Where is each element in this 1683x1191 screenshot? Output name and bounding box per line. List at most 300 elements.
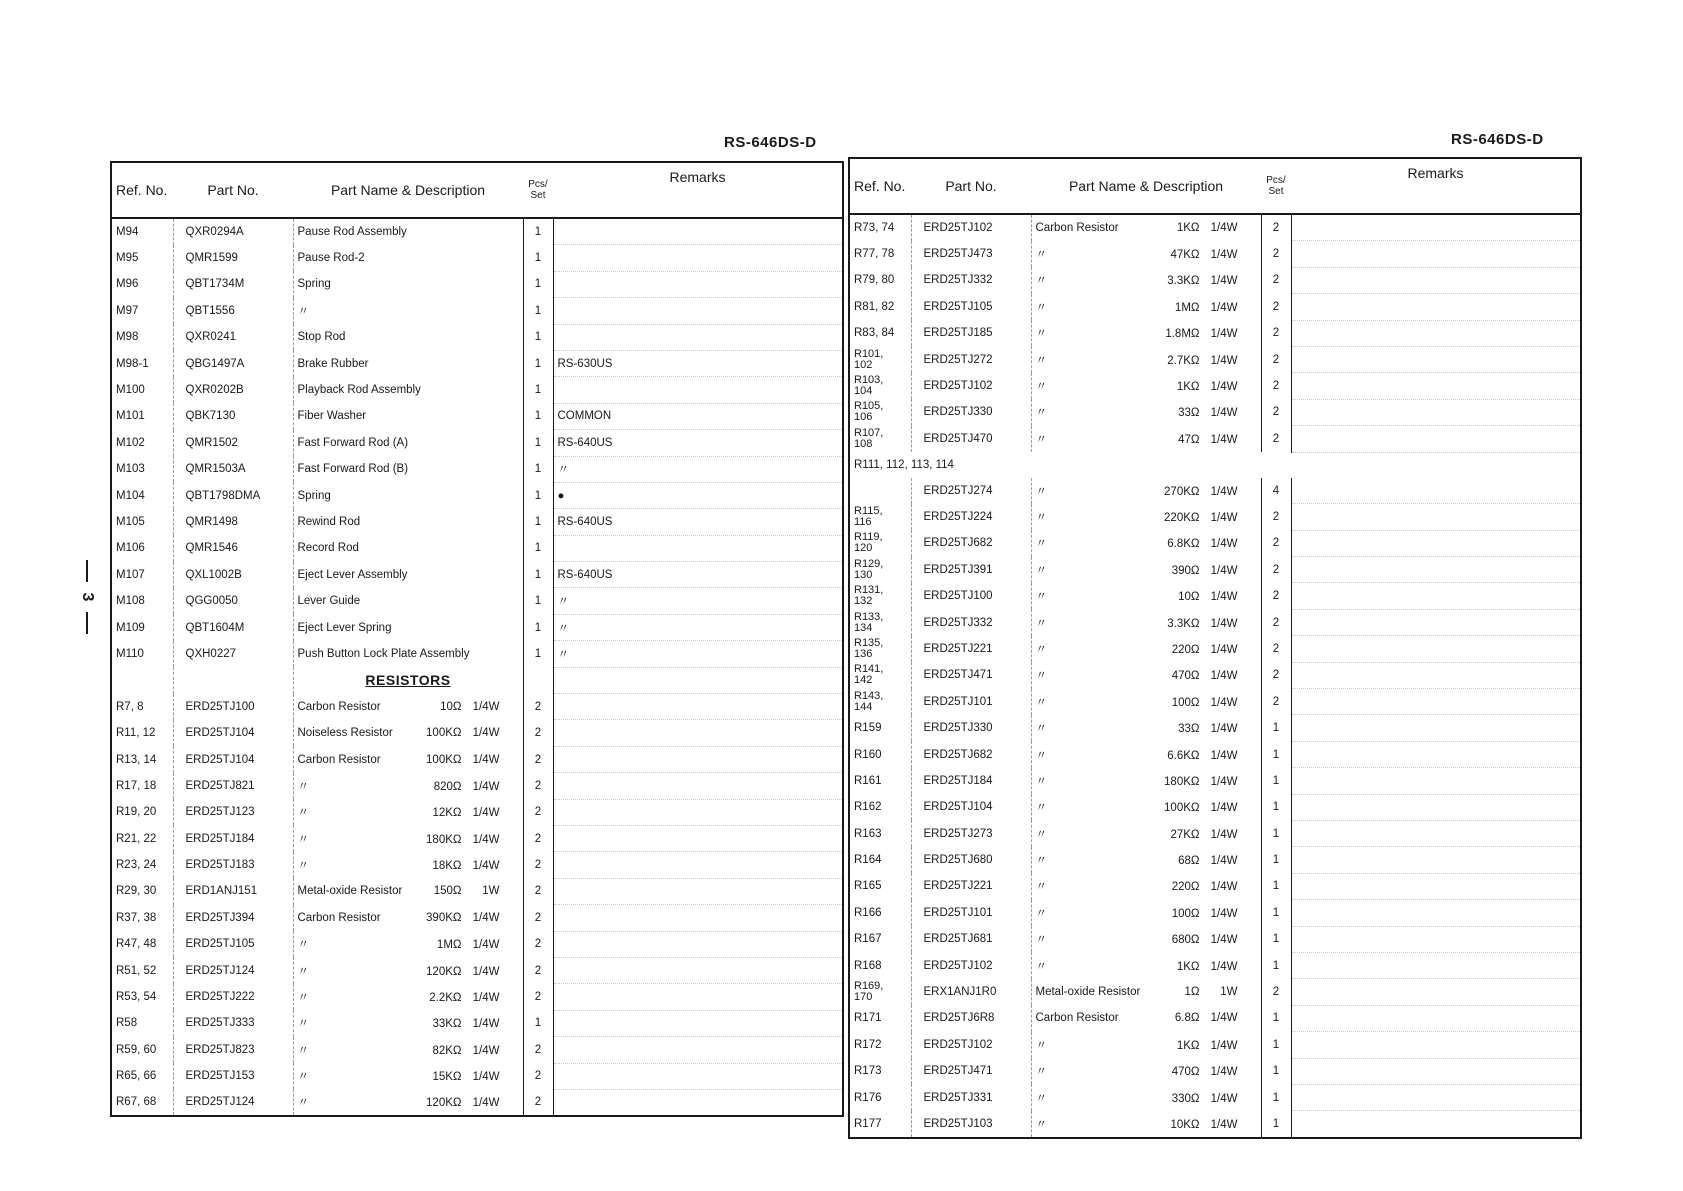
part-name-cell <box>1031 979 1261 1005</box>
resistance-value: 180KΩ <box>1164 775 1200 788</box>
remarks-cell <box>553 298 843 324</box>
ref-line-2: 170 <box>854 991 873 1004</box>
resistance-value: 220Ω <box>1171 881 1200 894</box>
right-table-body <box>849 214 1581 1138</box>
page-number <box>72 560 102 634</box>
pcs-cell: 1 <box>523 298 553 324</box>
section-heading: RESISTORS <box>293 667 523 693</box>
part-no-cell: ERD25TJ273 <box>911 820 1031 846</box>
pcs-cell: 1 <box>523 218 553 245</box>
part-name: 〃 <box>1035 381 1047 394</box>
pcs-cell: 2 <box>523 1037 553 1063</box>
resistance-value: 47Ω <box>1178 433 1200 446</box>
ref-cell: M98 <box>111 324 173 350</box>
page-number-text: 3 <box>79 592 96 602</box>
pcs-cell: 1 <box>1261 1032 1291 1058</box>
part-name: 〃 <box>1035 643 1047 656</box>
part-name: 〃 <box>1035 1039 1047 1052</box>
part-name: 〃 <box>1035 1118 1047 1131</box>
pcs-cell: 2 <box>523 1063 553 1089</box>
part-name-cell <box>293 403 523 429</box>
remarks-cell <box>1291 900 1581 926</box>
part-name: 〃 <box>297 1071 309 1084</box>
remarks-cell <box>1291 741 1581 767</box>
part-no-cell: ERD25TJ124 <box>173 1089 293 1116</box>
remarks-cell <box>553 667 843 693</box>
table-row <box>849 294 1581 320</box>
part-name: Record Rod <box>297 542 359 555</box>
ref-cell: R160 <box>849 741 911 767</box>
table-row <box>849 583 1581 609</box>
ref-cell: M110 <box>111 641 173 667</box>
remarks-cell <box>1291 873 1581 899</box>
pcs-cell: 2 <box>1261 346 1291 372</box>
part-no-cell: QXL1002B <box>173 562 293 588</box>
resistance-value: 33Ω <box>1178 723 1200 736</box>
part-no-cell: ERD25TJ680 <box>911 847 1031 873</box>
part-name-cell <box>1031 320 1261 346</box>
remarks-cell <box>1291 636 1581 662</box>
table-row <box>849 1058 1581 1084</box>
pcs-cell: 2 <box>523 931 553 957</box>
set-label: Set <box>1268 186 1284 197</box>
part-name: 〃 <box>1035 433 1047 446</box>
part-no-cell: ERD25TJ330 <box>911 399 1031 425</box>
ref-cell: R67, 68 <box>111 1089 173 1116</box>
remarks-cell <box>1291 583 1581 609</box>
table-row <box>849 399 1581 425</box>
power-rating: 1/4W <box>1210 381 1238 394</box>
pcs-cell: 1 <box>1261 741 1291 767</box>
pcs-cell: 1 <box>1261 873 1291 899</box>
table-row <box>111 825 843 851</box>
table-row <box>111 562 843 588</box>
part-name-cell <box>1031 294 1261 320</box>
ref-line-2: 142 <box>854 674 873 687</box>
part-name-cell <box>293 694 523 720</box>
part-name: 〃 <box>1035 617 1047 630</box>
table-row <box>849 741 1581 767</box>
part-name: 〃 <box>1035 538 1047 551</box>
part-name-cell <box>293 931 523 957</box>
part-name-cell <box>293 482 523 508</box>
part-name-cell <box>1031 847 1261 873</box>
table-row <box>111 1089 843 1116</box>
pcs-cell: 2 <box>1261 399 1291 425</box>
part-no-header: Part No. <box>911 158 1031 214</box>
table-row <box>849 636 1581 662</box>
resistance-value: 470Ω <box>1171 670 1200 683</box>
ref-cell <box>849 504 911 530</box>
page-number-bar-top <box>86 560 88 582</box>
pcs-cell: 2 <box>1261 426 1291 452</box>
ref-cell: R177 <box>849 1111 911 1138</box>
remarks-cell: 〃 <box>553 456 843 482</box>
part-name-cell <box>293 1063 523 1089</box>
ref-no-header: Ref. No. <box>111 162 173 218</box>
pcs-cell: 2 <box>1261 267 1291 293</box>
remarks-cell <box>1291 1005 1581 1031</box>
part-name-cell <box>1031 952 1261 978</box>
part-name-header: Part Name & Description <box>1031 158 1261 214</box>
remarks-cell <box>553 799 843 825</box>
table-row <box>849 900 1581 926</box>
pcs-cell: 1 <box>1261 820 1291 846</box>
table-row <box>111 799 843 825</box>
remarks-cell <box>553 852 843 878</box>
table-row <box>849 952 1581 978</box>
ref-line-1: R107, <box>854 426 884 439</box>
part-no-cell: QBT1734M <box>173 271 293 297</box>
table-row <box>111 588 843 614</box>
part-name: 〃 <box>1035 485 1047 498</box>
power-rating: 1/4W <box>1210 538 1238 551</box>
resistance-value: 1KΩ <box>1176 1039 1200 1052</box>
table-row <box>849 1005 1581 1031</box>
remarks-cell <box>553 905 843 931</box>
ref-no-header: Ref. No. <box>849 158 911 214</box>
part-name: 〃 <box>1035 749 1047 762</box>
table-row <box>849 979 1581 1005</box>
table-row <box>849 1111 1581 1138</box>
table-row <box>111 773 843 799</box>
table-row <box>849 873 1581 899</box>
part-name: 〃 <box>1035 960 1047 973</box>
pcs-cell: 2 <box>523 905 553 931</box>
pcs-cell: 1 <box>523 245 553 271</box>
part-no-cell: ERD25TJ104 <box>173 720 293 746</box>
part-name: 〃 <box>297 992 309 1005</box>
part-no-cell: ERD25TJ105 <box>911 294 1031 320</box>
ref-cell: M96 <box>111 271 173 297</box>
table-row <box>849 504 1581 530</box>
remarks-cell: RS-640US <box>553 430 843 456</box>
remarks-header: Remarks <box>553 162 843 218</box>
power-rating: 1W <box>1220 986 1238 999</box>
power-rating: 1/4W <box>1210 354 1238 367</box>
pcs-cell: 2 <box>1261 979 1291 1005</box>
table-row <box>849 689 1581 715</box>
part-no-cell: ERD25TJ123 <box>173 799 293 825</box>
part-name-header: Part Name & Description <box>293 162 523 218</box>
pcs-cell: 1 <box>523 324 553 350</box>
part-name-cell <box>1031 715 1261 741</box>
part-name: 〃 <box>1035 354 1047 367</box>
pcs-cell: 1 <box>523 456 553 482</box>
power-rating: 1/4W <box>472 965 500 978</box>
pcs-cell: 1 <box>1261 847 1291 873</box>
ref-line-1: R129, <box>854 557 884 570</box>
part-name-cell <box>293 562 523 588</box>
part-no-cell: QBG1497A <box>173 350 293 376</box>
part-name: Eject Lever Assembly <box>297 568 408 581</box>
table-row <box>111 720 843 746</box>
pcs-cell: 2 <box>523 1089 553 1116</box>
ref-cell <box>849 530 911 556</box>
pcs-cell: 2 <box>523 746 553 772</box>
table-row <box>111 852 843 878</box>
ref-cell <box>849 662 911 688</box>
power-rating: 1/4W <box>472 939 500 952</box>
pcs-cell: 1 <box>523 403 553 429</box>
part-name-cell <box>293 641 523 667</box>
right-model-title: RS-646DS-D <box>1451 131 1544 148</box>
ref-line-2: 116 <box>854 515 872 528</box>
power-rating: 1/4W <box>472 780 500 793</box>
ref-cell: R162 <box>849 794 911 820</box>
part-no-cell: ERD25TJ100 <box>173 694 293 720</box>
part-name: 〃 <box>1035 775 1047 788</box>
power-rating: 1/4W <box>1210 221 1238 234</box>
power-rating: 1/4W <box>1210 670 1238 683</box>
part-name-cell <box>293 1037 523 1063</box>
remarks-cell <box>1291 346 1581 372</box>
remarks-cell <box>553 957 843 983</box>
left-table-body <box>111 218 843 1116</box>
remarks-cell <box>1291 1032 1581 1058</box>
remarks-cell <box>553 1037 843 1063</box>
part-name: 〃 <box>1035 670 1047 683</box>
resistance-value: 100KΩ <box>426 753 462 766</box>
part-no-cell: ERD25TJ332 <box>911 609 1031 635</box>
part-name: 〃 <box>1035 591 1047 604</box>
ref-cell: M100 <box>111 377 173 403</box>
pcs-label: Pcs/ <box>1266 175 1286 186</box>
table-row <box>849 557 1581 583</box>
power-rating: 1/4W <box>1210 881 1238 894</box>
part-name-cell <box>1031 926 1261 952</box>
table-row <box>111 1037 843 1063</box>
table-row <box>111 271 843 297</box>
ref-cell: M103 <box>111 456 173 482</box>
part-no-cell: ERD25TJ821 <box>173 773 293 799</box>
power-rating: 1W <box>482 885 500 898</box>
ref-cell: M107 <box>111 562 173 588</box>
remarks-cell <box>553 535 843 561</box>
pcs-cell: 1 <box>523 430 553 456</box>
ref-line-1: R103, <box>854 374 884 387</box>
table-row <box>111 614 843 640</box>
part-name-cell <box>293 377 523 403</box>
part-name-cell <box>1031 426 1261 452</box>
remarks-cell <box>553 878 843 904</box>
part-name: 〃 <box>297 1018 309 1031</box>
remarks-cell: ● <box>553 482 843 508</box>
part-no-cell: QBK7130 <box>173 403 293 429</box>
ref-cell: R166 <box>849 900 911 926</box>
part-no-cell: QGG0050 <box>173 588 293 614</box>
ref-cell: R173 <box>849 1058 911 1084</box>
part-name: Metal-oxide Resistor <box>297 885 403 898</box>
part-name-cell <box>1031 530 1261 556</box>
pcs-cell: 1 <box>523 482 553 508</box>
table-row <box>849 346 1581 372</box>
part-name-cell <box>1031 609 1261 635</box>
pcs-cell: 2 <box>1261 241 1291 267</box>
table-row <box>849 1032 1581 1058</box>
table-row <box>849 320 1581 346</box>
resistance-value: 180KΩ <box>426 833 462 846</box>
part-no-header: Part No. <box>173 162 293 218</box>
resistance-value: 18KΩ <box>432 860 462 873</box>
part-no-cell: ERD25TJ184 <box>173 825 293 851</box>
pcs-cell: 1 <box>523 588 553 614</box>
power-rating: 1/4W <box>1210 802 1238 815</box>
table-row <box>849 373 1581 399</box>
ref-line-2: 134 <box>854 621 873 634</box>
part-no-cell: ERD25TJ394 <box>173 905 293 931</box>
part-no-cell: ERD25TJ101 <box>911 689 1031 715</box>
part-name-cell <box>293 430 523 456</box>
ref-line-2: 102 <box>854 358 873 371</box>
remarks-cell: 〃 <box>553 614 843 640</box>
ref-cell: R77, 78 <box>849 241 911 267</box>
pcs-cell: 2 <box>1261 557 1291 583</box>
resistance-value: 100KΩ <box>426 727 462 740</box>
part-name: Pause Rod Assembly <box>297 225 407 238</box>
pcs-cell: 2 <box>523 957 553 983</box>
power-rating: 1/4W <box>472 1018 500 1031</box>
table-row <box>111 984 843 1010</box>
remarks-cell <box>1291 504 1581 530</box>
part-no-cell: QXR0294A <box>173 218 293 245</box>
part-name: 〃 <box>297 1044 309 1057</box>
remarks-cell <box>1291 530 1581 556</box>
part-name: 〃 <box>1035 723 1047 736</box>
ref-cell: M95 <box>111 245 173 271</box>
ref-cell: R111, 112, 113, 114 <box>854 459 954 472</box>
part-name: 〃 <box>1035 802 1047 815</box>
part-name-cell <box>1031 1058 1261 1084</box>
part-no-cell: ERD25TJ102 <box>911 1032 1031 1058</box>
pcs-cell: 4 <box>1261 478 1291 504</box>
remarks-cell <box>1291 926 1581 952</box>
set-label: Set <box>530 190 546 201</box>
part-no-cell: ERD25TJ102 <box>911 952 1031 978</box>
remarks-cell <box>553 1010 843 1036</box>
part-no-cell <box>173 667 293 693</box>
part-name-cell <box>1031 636 1261 662</box>
ref-line-2: 120 <box>854 542 873 555</box>
pcs-cell: 2 <box>1261 636 1291 662</box>
part-name-cell <box>293 535 523 561</box>
ref-line-1: R115, <box>854 504 883 517</box>
part-name-cell <box>1031 689 1261 715</box>
part-no-cell: ERD25TJ682 <box>911 530 1031 556</box>
part-name: 〃 <box>1035 696 1047 709</box>
pcs-cell: 1 <box>523 614 553 640</box>
remarks-cell <box>1291 847 1581 873</box>
ref-cell: M106 <box>111 535 173 561</box>
part-name: Noiseless Resistor <box>297 727 393 740</box>
ref-line-1: R141, <box>854 663 884 676</box>
ref-cell: R73, 74 <box>849 214 911 241</box>
pcs-cell <box>523 667 553 693</box>
part-name-cell <box>293 1089 523 1116</box>
ref-line-2: 106 <box>854 411 873 424</box>
part-name-cell <box>293 984 523 1010</box>
part-name: 〃 <box>297 305 309 318</box>
part-no-cell: QBT1604M <box>173 614 293 640</box>
power-rating: 1/4W <box>1210 511 1238 524</box>
part-name-cell <box>1031 267 1261 293</box>
part-name-cell <box>293 905 523 931</box>
pcs-cell: 2 <box>1261 609 1291 635</box>
ref-line-1: R135, <box>854 636 884 649</box>
remarks-cell: RS-630US <box>553 350 843 376</box>
pcs-cell: 1 <box>523 350 553 376</box>
power-rating: 1/4W <box>472 1044 500 1057</box>
part-no-cell: ERD25TJ333 <box>173 1010 293 1036</box>
resistance-value: 33Ω <box>1178 407 1200 420</box>
part-name: Carbon Resistor <box>297 700 381 713</box>
pcs-cell: 1 <box>1261 715 1291 741</box>
table-row <box>111 1010 843 1036</box>
part-name-cell <box>1031 1005 1261 1031</box>
part-name-cell <box>293 720 523 746</box>
remarks-cell <box>553 773 843 799</box>
pcs-cell: 2 <box>523 878 553 904</box>
part-name: Metal-oxide Resistor <box>1035 986 1141 999</box>
part-no-cell: ERD25TJ103 <box>911 1111 1031 1138</box>
remarks-cell <box>1291 1084 1581 1110</box>
part-name: 〃 <box>1035 564 1047 577</box>
ref-line-2: 108 <box>854 437 873 450</box>
remarks-cell <box>553 720 843 746</box>
part-name: 〃 <box>297 807 309 820</box>
part-name-cell <box>293 456 523 482</box>
part-name: 〃 <box>1035 1066 1047 1079</box>
ref-cell <box>849 478 911 504</box>
resistance-value: 330Ω <box>1171 1092 1200 1105</box>
part-name-cell <box>293 218 523 245</box>
pcs-cell: 2 <box>1261 320 1291 346</box>
ref-cell: M105 <box>111 509 173 535</box>
part-name-cell <box>293 825 523 851</box>
part-name-cell <box>1031 583 1261 609</box>
power-rating: 1/4W <box>1210 934 1238 947</box>
part-name: Fiber Washer <box>297 410 367 423</box>
table-row <box>111 641 843 667</box>
part-no-cell: ERD25TJ681 <box>911 926 1031 952</box>
resistance-value: 270KΩ <box>1164 485 1200 498</box>
table-row <box>849 426 1581 452</box>
table-row <box>849 214 1581 241</box>
pcs-cell: 2 <box>1261 214 1291 241</box>
table-row <box>849 926 1581 952</box>
pcs-cell: 1 <box>523 271 553 297</box>
part-name: 〃 <box>297 833 309 846</box>
pcs-set-header <box>1261 158 1291 214</box>
resistance-value: 1MΩ <box>1174 301 1200 314</box>
part-no-cell: ERD25TJ183 <box>173 852 293 878</box>
ref-cell <box>849 979 911 1005</box>
resistance-value: 1Ω <box>1184 986 1200 999</box>
part-no-cell: ERD25TJ124 <box>173 957 293 983</box>
pcs-cell: 2 <box>1261 583 1291 609</box>
remarks-cell <box>553 377 843 403</box>
resistance-value: 6.8KΩ <box>1167 538 1200 551</box>
part-name: Carbon Resistor <box>297 753 381 766</box>
power-rating: 1/4W <box>472 1071 500 1084</box>
pcs-cell: 1 <box>523 509 553 535</box>
table-row <box>111 957 843 983</box>
ref-cell: R21, 22 <box>111 825 173 851</box>
right-header-row <box>849 158 1581 214</box>
part-name: 〃 <box>297 780 309 793</box>
resistance-value: 1MΩ <box>436 939 462 952</box>
power-rating: 1/4W <box>1210 907 1238 920</box>
